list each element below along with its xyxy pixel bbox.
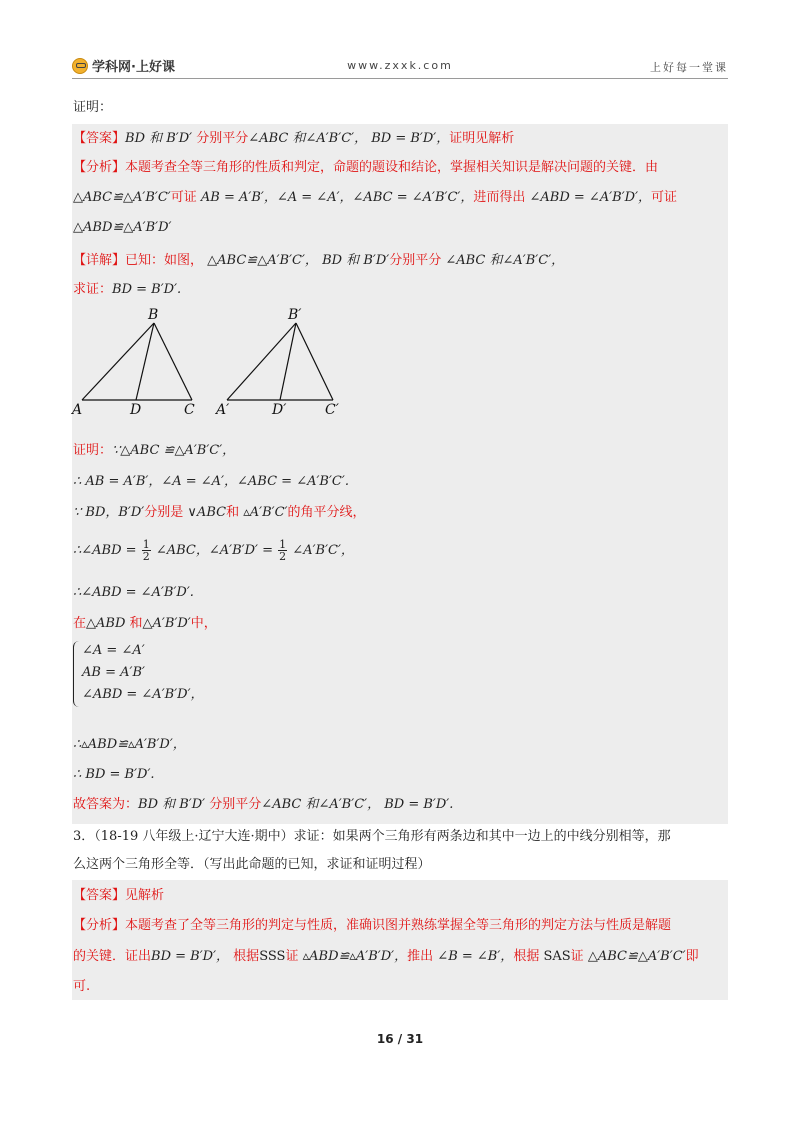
side-bc (154, 323, 192, 400)
math: △ABD (86, 616, 126, 631)
math: ∠A = ∠A′ (82, 643, 145, 658)
page-number: 16 / 31 (376, 1032, 424, 1046)
text: 即 (685, 949, 699, 964)
text: 推出 (407, 949, 434, 964)
math: AB = A′B′ (82, 665, 145, 680)
text: 进而得出 (473, 190, 526, 205)
brace-line-2 (82, 664, 145, 682)
math: ∠ABD = ∠A′B′D′， (529, 190, 652, 205)
math: ∴ AB = A′B′，∠A = ∠A′，∠ABC = ∠A′B′C′. (73, 474, 349, 489)
math: △ABC≌△A′B′C′， (207, 253, 318, 268)
math: AB = A′B′，∠A = ∠A′，∠ABC = ∠A′B′C′， (200, 190, 474, 205)
detail-tag: 【详解】 (73, 253, 126, 268)
step-3 (73, 539, 354, 563)
brace (73, 641, 80, 707)
text: 可证 (651, 190, 678, 205)
text: 和 (226, 505, 240, 520)
fraction-half (278, 539, 287, 562)
label-a: A (72, 402, 83, 418)
analysis-tag: 【分析】 (73, 160, 126, 175)
math: BD = B′D′， (371, 131, 450, 146)
text: 和 (129, 616, 143, 631)
slogan: 上好每一堂课 (650, 61, 728, 74)
triangle-abc (70, 307, 195, 418)
side-ab (82, 323, 154, 400)
math: ， (190, 687, 204, 702)
detail-line (73, 252, 564, 270)
text: 的关键．证出 (73, 949, 152, 964)
step-5 (73, 615, 217, 633)
label-c-prime: C′ (325, 402, 339, 418)
analysis-line-1 (73, 159, 658, 177)
step-6 (73, 736, 186, 754)
bisector-b-d-prime (280, 323, 296, 400)
math: ∵△ABC ≌△A′B′C′， (112, 443, 236, 458)
text: 证 (285, 949, 299, 964)
text: 根据 (513, 949, 540, 964)
fraction-half (142, 539, 151, 562)
label-d: D (130, 402, 142, 418)
label-b: B (148, 307, 159, 323)
side-a-b-prime (227, 323, 296, 400)
page-header (72, 56, 728, 79)
math: BD = B′D′. (384, 797, 454, 812)
math: BD 和 B′D′ (125, 131, 193, 146)
question-3-line-2: 么这两个三角形全等．（写出此命题的已知，求证和证明过程） (73, 857, 431, 872)
math: ∴∠ABD = ∠A′B′D′. (73, 585, 194, 600)
denominator: 2 (279, 550, 287, 563)
math: ∨ABC (187, 505, 227, 520)
math: ▵ABD≌▵A′B′D′， (302, 949, 408, 964)
brace-line-1 (82, 642, 145, 660)
brace-line-3 (82, 686, 204, 704)
site-url: www.zxxk.com (347, 59, 453, 72)
text: 根据 (233, 949, 260, 964)
analysis3-line-3: 可. (73, 979, 91, 994)
triangles-figure (70, 305, 360, 423)
text: 本题考查全等三角形的性质和判定，命题的题设和结论，掌握相关知识是解决问题的关键．由 (125, 160, 659, 175)
answer3-line (73, 887, 164, 905)
conclusion-line (73, 796, 453, 814)
label-d-prime: D′ (272, 402, 287, 418)
numerator: 1 (142, 538, 150, 551)
label-c: C (184, 402, 195, 418)
text: 分别是 (144, 505, 184, 520)
step-2 (73, 504, 366, 522)
text: 分别平分 (209, 797, 262, 812)
bisector-bd (136, 323, 154, 400)
text: 分别平分 (389, 253, 442, 268)
math: △A′B′D′ (142, 616, 191, 631)
to-prove-line (73, 281, 181, 299)
text: 求证： (73, 282, 113, 297)
math: ∴∠ABD = (73, 543, 137, 558)
analysis-line-2 (73, 189, 677, 207)
math: ∠A′B′C′， (292, 543, 354, 558)
math: BD 和 B′D′ (138, 797, 206, 812)
step-1 (73, 473, 349, 491)
answer-tag: 【答案】 (73, 131, 126, 146)
math: ∴▵ABD≌▵A′B′D′， (73, 737, 186, 752)
math: BD 和 B′D′ (322, 253, 390, 268)
label-b-prime: B′ (288, 307, 302, 323)
text: 已知：如图， (125, 253, 204, 268)
analysis3-line-2 (73, 948, 699, 966)
math: △ABC≌△A′B′C′ (73, 190, 171, 205)
math: ∠B = ∠B′， (437, 949, 514, 964)
proof-label: 证明： (73, 100, 113, 115)
math: SAS (543, 949, 571, 964)
math: ∠ABD = ∠A′B′D′ (82, 687, 191, 702)
step-4 (73, 584, 194, 602)
math: ∵ BD，B′D′ (73, 505, 145, 520)
math: ∠ABC 和∠A′B′C′， (445, 253, 565, 268)
text: 本题考查了全等三角形的判定与性质，准确识图并熟练掌握全等三角形的判定方法与性质是解题 (125, 918, 672, 933)
analysis-line-3 (73, 219, 171, 237)
text: 可证 (170, 190, 197, 205)
math: ∠ABC，∠A′B′D′ = (155, 543, 274, 558)
answer-line (73, 130, 514, 148)
triangle-abc-prime (214, 307, 340, 418)
denominator: 2 (142, 550, 150, 563)
question-3-line-1: 3．（18-19 八年级上·辽宁大连·期中）求证：如果两个三角形有两条边和其中一边上的中线分别相等，那 (73, 829, 671, 844)
math: ∠ABC 和∠A′B′C′， (261, 797, 381, 812)
math: ▵A′B′C′ (243, 505, 288, 520)
numerator: 1 (279, 538, 287, 551)
math: BD = B′D′， (151, 949, 230, 964)
analysis-tag: 【分析】 (73, 918, 126, 933)
math: △ABC≌△A′B′C′ (587, 949, 686, 964)
math: BD = B′D′. (112, 282, 182, 297)
text: 的角平分线， (287, 505, 366, 520)
text: 证明： (73, 443, 113, 458)
proof2-line (73, 442, 235, 460)
text: 证 (570, 949, 584, 964)
text: 见解析 (125, 888, 165, 903)
text: 故答案为： (73, 797, 139, 812)
logo-text: 学科网·上好课 (92, 60, 175, 75)
text: 分别平分 (196, 131, 249, 146)
label-a-prime: A′ (216, 402, 230, 418)
math: ∠ABC 和∠A′B′C′， (248, 131, 368, 146)
answer-tag: 【答案】 (73, 888, 126, 903)
analysis3-line-1 (73, 917, 671, 935)
step-7 (73, 766, 155, 784)
side-b-c-prime (296, 323, 333, 400)
math: △ABD≌△A′B′D′ (73, 220, 172, 235)
text: 中， (190, 616, 217, 631)
math: ∴ BD = B′D′. (73, 767, 155, 782)
text: 在 (73, 616, 87, 631)
text: 证明见解析 (449, 131, 515, 146)
math: SSS (259, 949, 286, 964)
answer3-block-background (72, 880, 728, 1000)
